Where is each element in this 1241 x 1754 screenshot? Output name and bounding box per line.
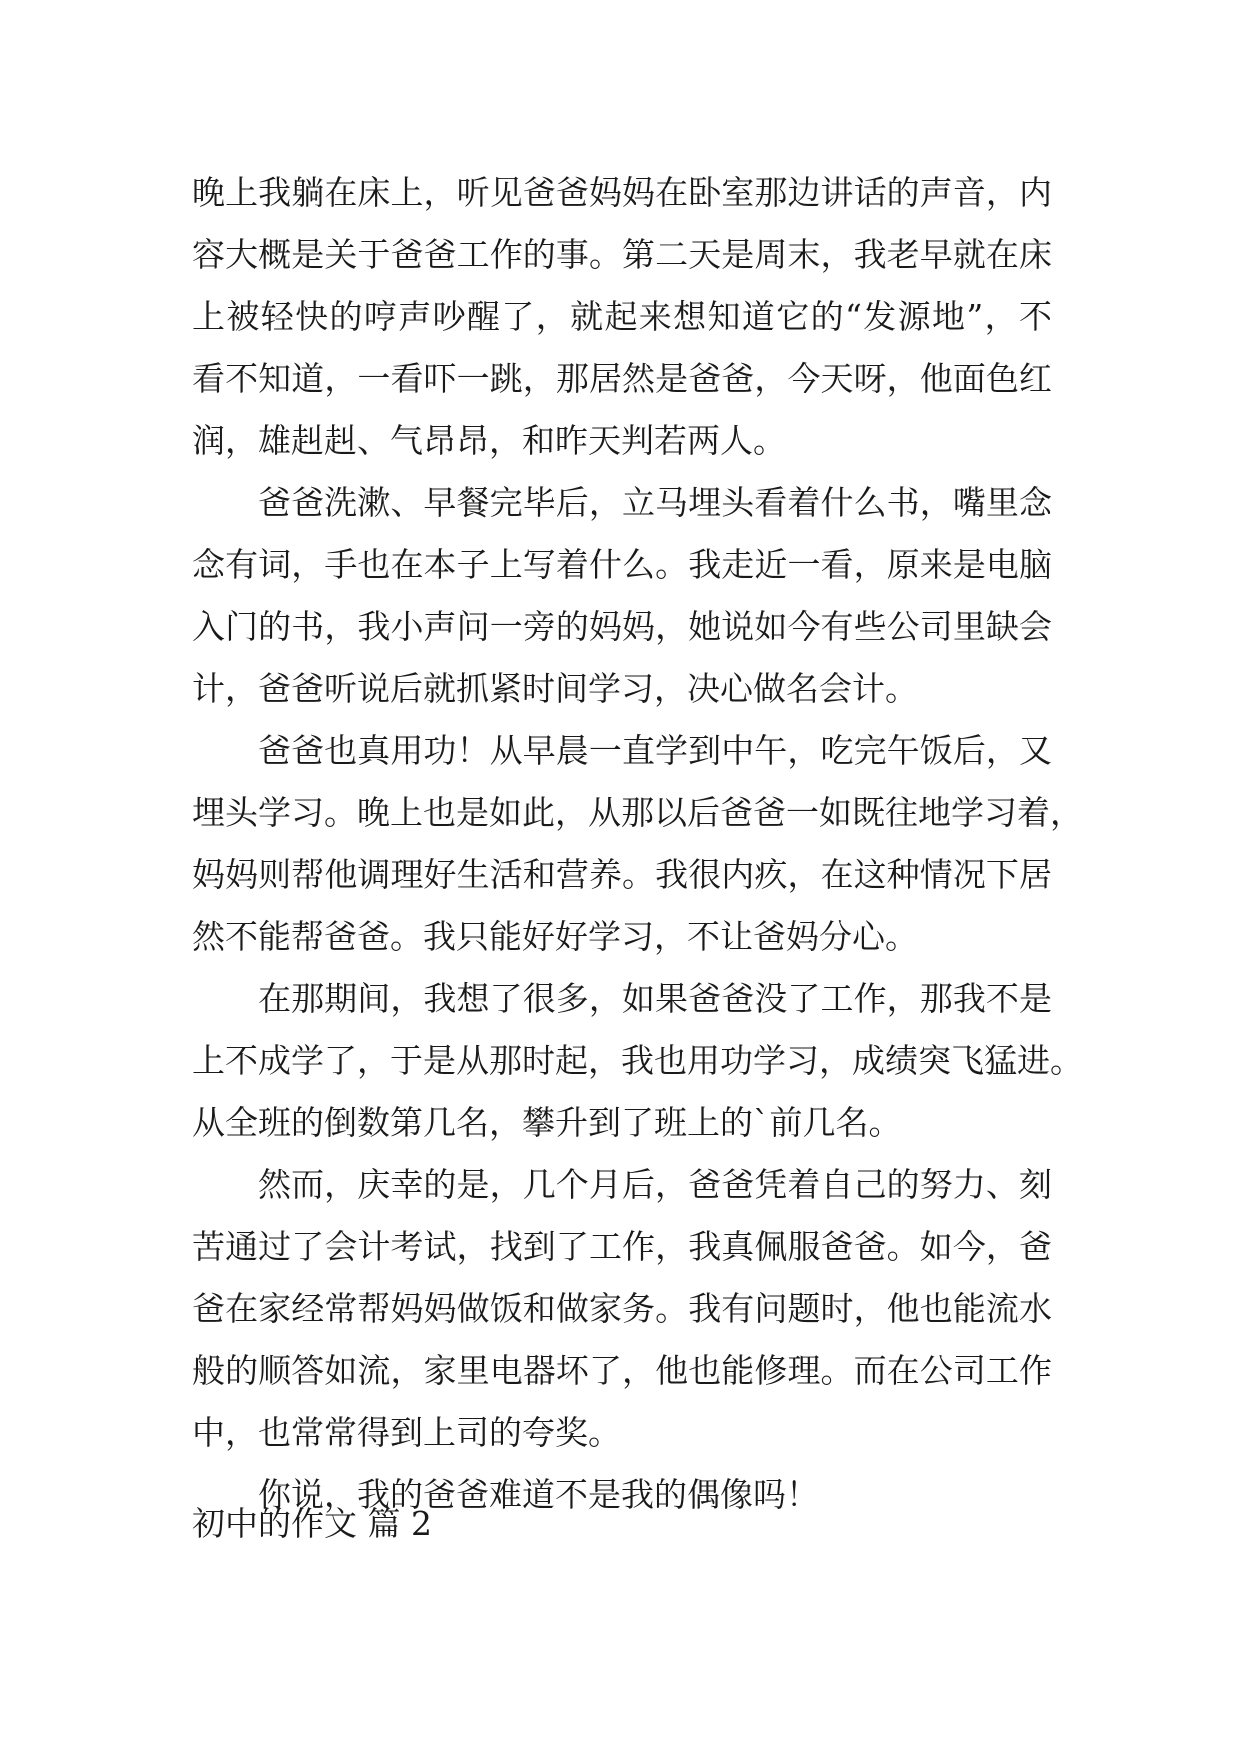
paragraph-line: 从全班的倒数第几名，攀升到了班上的`前几名。 <box>192 1103 902 1142</box>
paragraph-line: 上被轻快的哼声吵醒了，就起来想知道它的“发源地”，不 <box>192 297 1052 336</box>
paragraph-line: 爸在家经常帮妈妈做饭和做家务。我有问题时，他也能流水 <box>192 1289 1052 1328</box>
paragraph-line: 爸爸洗漱、早餐完毕后，立马埋头看着什么书，嘴里念 <box>258 483 1052 522</box>
paragraph-line: 埋头学习。晚上也是如此，从那以后爸爸一如既往地学习着， <box>192 793 1083 832</box>
paragraph-line: 妈妈则帮他调理好生活和营养。我很内疚，在这种情况下居 <box>192 855 1052 894</box>
paragraph-line: 看不知道，一看吓一跳，那居然是爸爸，今天呀，他面色红 <box>192 359 1052 398</box>
paragraph-line: 计，爸爸听说后就抓紧时间学习，决心做名会计。 <box>192 669 918 708</box>
section-heading: 初中的作文 篇 2 <box>192 1504 432 1543</box>
paragraph <box>192 162 1052 472</box>
paragraph-line: 爸爸也真用功！从早晨一直学到中午，吃完午饭后，又 <box>258 731 1052 770</box>
paragraph-line: 般的顺答如流，家里电器坏了，他也能修理。而在公司工作 <box>192 1351 1052 1390</box>
paragraph <box>192 472 1052 720</box>
paragraph <box>192 968 1083 1154</box>
paragraph-line: 然而，庆幸的是，几个月后，爸爸凭着自己的努力、刻 <box>258 1165 1052 1204</box>
paragraph-line: 上不成学了，于是从那时起，我也用功学习，成绩突飞猛进。 <box>192 1041 1083 1080</box>
paragraph <box>192 720 1083 968</box>
paragraph-line: 润，雄赳赳、气昂昂，和昨天判若两人。 <box>192 421 786 460</box>
paragraph-line: 在那期间，我想了很多，如果爸爸没了工作，那我不是 <box>258 979 1052 1018</box>
essay-body <box>192 162 1083 1526</box>
paragraph-line: 容大概是关于爸爸工作的事。第二天是周末，我老早就在床 <box>192 235 1052 274</box>
paragraph-line: 入门的书，我小声问一旁的妈妈，她说如今有些公司里缺会 <box>192 607 1052 646</box>
paragraph-line: 中，也常常得到上司的夸奖。 <box>192 1413 621 1452</box>
paragraph-line: 你说，我的爸爸难道不是我的偶像吗！ <box>258 1475 819 1514</box>
paragraph-line: 念有词，手也在本子上写着什么。我走近一看，原来是电脑 <box>192 545 1052 584</box>
paragraph <box>192 1154 1052 1464</box>
paragraph-line: 然不能帮爸爸。我只能好好学习，不让爸妈分心。 <box>192 917 918 956</box>
paragraph-line: 晚上我躺在床上，听见爸爸妈妈在卧室那边讲话的声音，内 <box>192 173 1052 212</box>
paragraph-line: 苦通过了会计考试，找到了工作，我真佩服爸爸。如今，爸 <box>192 1227 1052 1266</box>
